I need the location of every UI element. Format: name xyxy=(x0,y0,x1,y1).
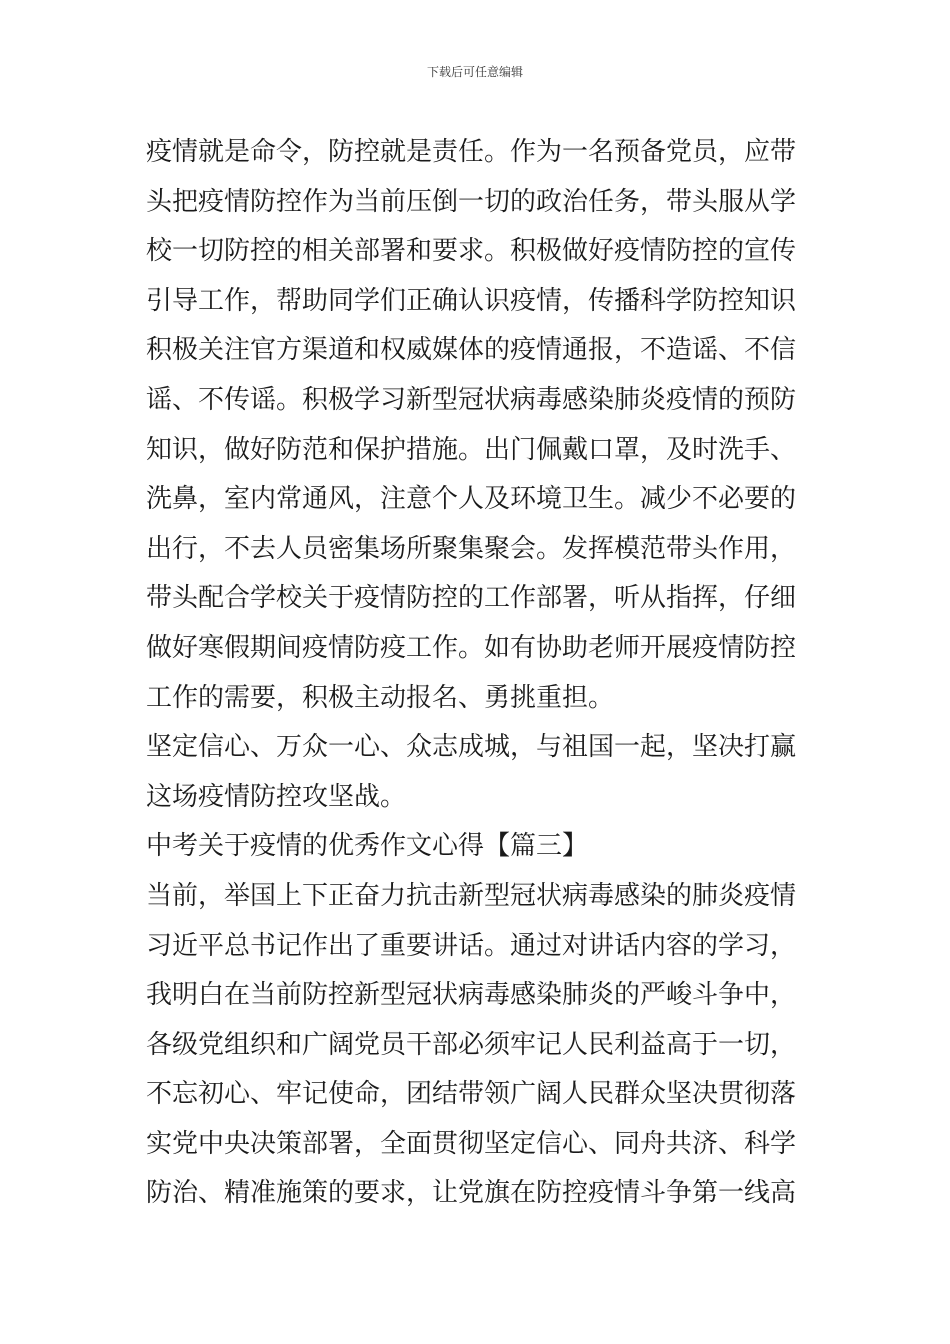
text-line: 带头配合学校关于疫情防控的工作部署，听从指挥，仔细 xyxy=(146,583,797,614)
text-line: 疫情就是命令，防控就是责任。作为一名预备党员，应带 xyxy=(146,137,797,167)
text-line: 校一切防控的相关部署和要求。积极做好疫情防控的宣传 xyxy=(146,236,797,267)
text-line: 积极关注官方渠道和权威媒体的疫情通报，不造谣、不信 xyxy=(146,335,797,366)
text-line: 头把疫情防控作为当前压倒一切的政治任务，带头服从学 xyxy=(146,186,797,217)
text-line: 当前，举国上下正奋力抗击新型冠状病毒感染的肺炎疫情 xyxy=(146,880,797,911)
text-line: 防治、精准施策的要求，让党旗在防控疫情斗争第一线高 xyxy=(146,1178,797,1209)
text-line: 工作的需要，积极主动报名、勇挑重担。 xyxy=(146,682,615,713)
text-line: 我明白在当前防控新型冠状病毒感染肺炎的严峻斗争中， xyxy=(146,980,797,1011)
section-heading: 中考关于疫情的优秀作文心得【篇三】 xyxy=(146,831,589,862)
text-line: 实党中央决策部署，全面贯彻坚定信心、同舟共济、科学 xyxy=(146,1128,797,1159)
page-header: 下载后可任意编辑 xyxy=(426,65,523,79)
text-line: 出行，不去人员密集场所聚集聚会。发挥模范带头作用， xyxy=(146,533,797,564)
text-line: 引导工作，帮助同学们正确认识疫情，传播科学防控知识 xyxy=(146,285,797,316)
document-body xyxy=(146,128,818,1219)
text-line: 不忘初心、牢记使命，团结带领广阔人民群众坚决贯彻落 xyxy=(146,1079,797,1110)
text-line: 知识，做好防范和保护措施。出门佩戴口罩，及时洗手、 xyxy=(146,434,797,465)
text-line: 这场疫情防控攻坚战。 xyxy=(146,781,407,812)
text-line: 习近平总书记作出了重要讲话。通过对讲话内容的学习， xyxy=(146,930,797,961)
text-line: 各级党组织和广阔党员干部必须牢记人民利益高于一切， xyxy=(146,1029,797,1060)
text-line: 谣、不传谣。积极学习新型冠状病毒感染肺炎疫情的预防 xyxy=(146,384,797,415)
text-line: 坚定信心、万众一心、众志成城，与祖国一起，坚决打赢 xyxy=(146,732,797,763)
text-line: 做好寒假期间疫情防疫工作。如有协助老师开展疫情防控 xyxy=(146,632,797,663)
text-line: 洗鼻，室内常通风，注意个人及环境卫生。减少不必要的 xyxy=(146,484,797,515)
